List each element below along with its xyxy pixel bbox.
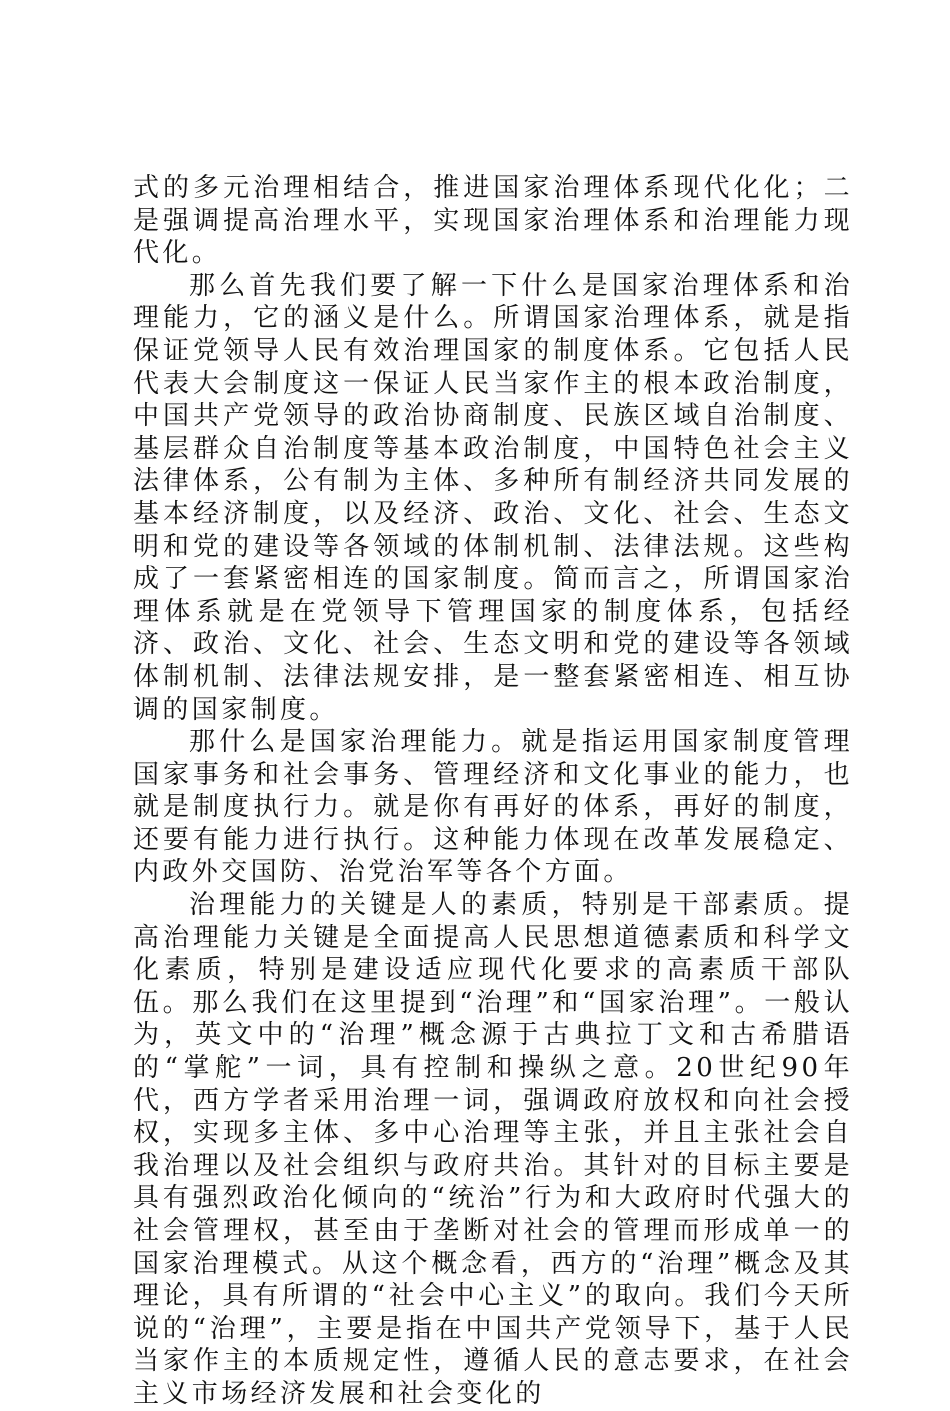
paragraph-1: 式的多元治理相结合，推进国家治理体系现代化化；二是强调提高治理水平，实现国家治理体系和治理能力现代化。	[133, 173, 853, 269]
paragraph-3: 那什么是国家治理能力。就是指运用国家制度管理国家事务和社会事务、管理经济和文化事业的能力，也就是制度执行力。就是你有再好的体系，再好的制度，还要有能力进行执行。这种能力体现在改革发展稳定、内政外交国防、治党治军等各个方面。	[133, 727, 853, 888]
document-body	[133, 172, 853, 1411]
paragraph-2: 那么首先我们要了解一下什么是国家治理体系和治理能力，它的涵义是什么。所谓国家治理体系，就是指保证党领导人民有效治理国家的制度体系。它包括人民代表大会制度这一保证人民当家作主的根本政治制度，中国共产党领导的政治协商制度、民族区域自治制度、基层群众自治制度等基本政治制度，中国特色社会主义法律体系，公有制为主体、多种所有制经济共同发展的基本经济制度，以及经济、政治、文化、社会、生态文明和党的建设等各领域的体制机制、法律法规。这些构成了一套紧密相连的国家制度。简而言之，所谓国家治理体系就是在党领导下管理国家的制度体系，包括经济、政治、文化、社会、生态文明和党的建设等各领域体制机制、法律法规安排，是一整套紧密相连、相互协调的国家制度。	[133, 270, 853, 725]
paragraph-4: 治理能力的关键是人的素质，特别是干部素质。提高治理能力关键是全面提高人民思想道德素质和科学文化素质，特别是建设适应现代化要求的高素质干部队伍。那么我们在这里提到“治理”和“国家治理”。一般认为，英文中的“治理”概念源于古典拉丁文和古希腊语的“掌舵”一词，具有控制和操纵之意。20世纪90年代，西方学者采用治理一词，强调政府放权和向社会授权，实现多主体、多中心治理等主张，并且主张社会自我治理以及社会组织与政府共治。其针对的目标主要是具有强烈政治化倾向的“统治”行为和大政府时代强大的社会管理权，甚至由于垄断对社会的管理而形成单一的国家治理模式。从这个概念看，西方的“治理”概念及其理论，具有所谓的“社会中心主义”的取向。我们今天所说的“治理”，主要是指在中国共产党领导下，基于人民当家作主的本质规定性，遵循人民的意志要求，在社会主义市场经济发展和社会变化的	[133, 890, 853, 1409]
